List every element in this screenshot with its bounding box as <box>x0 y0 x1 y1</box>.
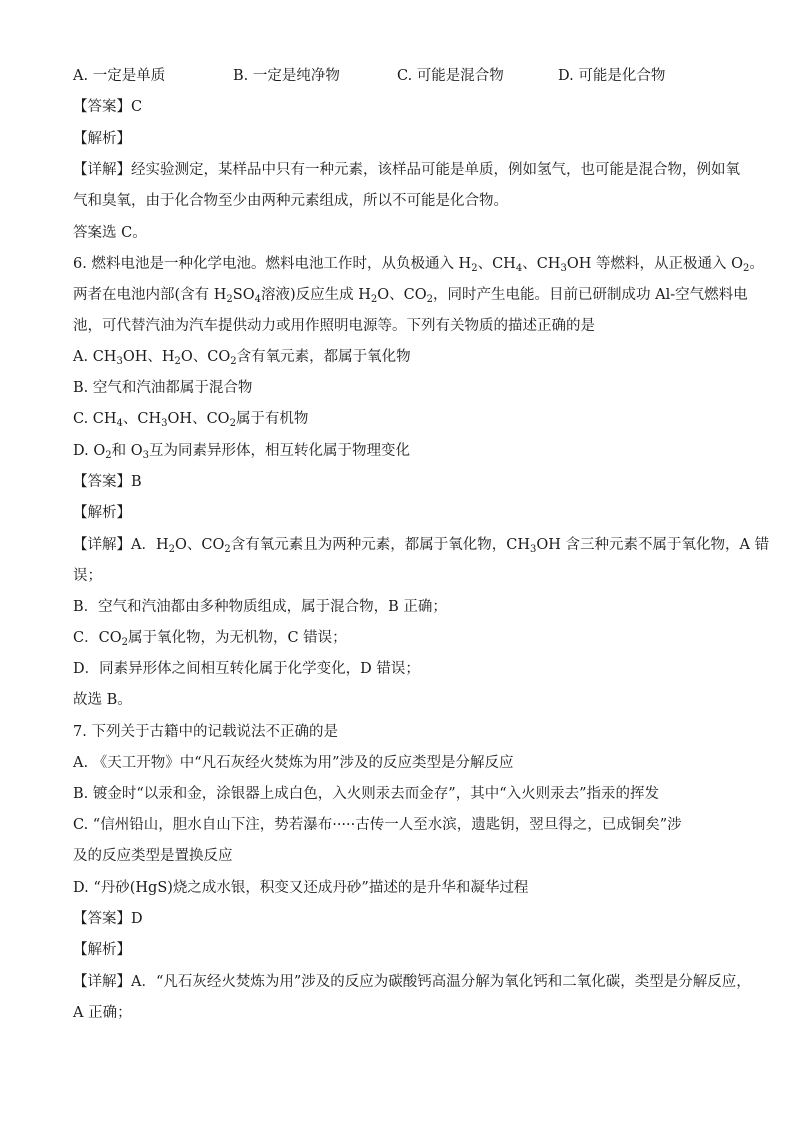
q7-analysis-label: 【解析】 <box>73 942 131 958</box>
q5-conclusion: 答案选 C。 <box>73 225 147 241</box>
q6-option-b: B. 空气和汽油都属于混合物 <box>73 380 253 396</box>
q7-option-b: B. 镀金时“以汞和金，涂银器上成白色，入火则汞去而金存”，其中“入火则汞去”指汞的挥发 <box>73 786 660 802</box>
q7-option-c-line-2: 及的反应类型是置换反应 <box>73 848 233 864</box>
q7-stem: 7. 下列关于古籍中的记载说法不正确的是 <box>73 724 338 740</box>
q6-detail-line-4: C．$CO_2$属于氧化物，为无机物，C 错误； <box>73 630 347 648</box>
q7-option-d: D. “丹砂(HgS)烧之成水银，积变又还成丹砂”描述的是升华和凝华过程 <box>73 880 529 896</box>
q6-answer: 【答案】B <box>73 474 142 490</box>
q6-detail-line-3: B．空气和汽油都由多种物质组成，属于混合物，B 正确； <box>73 599 447 615</box>
q6-detail-line-5: D．同素异形体之间相互转化属于化学变化，D 错误； <box>73 661 420 677</box>
q6-option-a: A. $CH_3OH$、$H_2O$、$CO_2$含有氧元素，都属于氧化物 <box>73 349 411 367</box>
q5-answer: 【答案】C <box>73 99 143 115</box>
q6-option-c: C. $CH_4$、$CH_3OH$、$CO_2$属于有机物 <box>73 411 309 429</box>
q6-detail-line-2: 误； <box>73 568 102 584</box>
q6-stem-line-1: 6. 燃料电池是一种化学电池。燃料电池工作时，从负极通入 $H_2$、$CH_4$、$CH_3OH$ 等燃料，从正极通入 $O_2$。 <box>73 256 764 274</box>
q5-option-c: C. 可能是混合物 <box>397 68 504 84</box>
q5-detail-line-2: 气和臭氧，由于化合物至少由两种元素组成，所以不可能是化合物。 <box>73 193 508 209</box>
q5-option-b: B. 一定是纯净物 <box>233 68 340 84</box>
q5-analysis-label: 【解析】 <box>73 131 131 147</box>
q5-detail-line-1: 【详解】经实验测定，某样品中只有一种元素，该样品可能是单质，例如氢气，也可能是混合物，例如氧 <box>73 162 740 178</box>
q7-detail-line-1: 【详解】A．“凡石灰经火焚炼为用”涉及的反应为碳酸钙高温分解为氧化钙和二氧化碳，类型是分解反应， <box>73 974 751 990</box>
q6-stem-line-2: 两者在电池内部(含有 $H_2SO_4$溶液)反应生成 $H_2O$、$CO_2$，同时产生电能。目前已研制成功 Al-空气燃料电 <box>73 287 748 305</box>
q5-option-a: A. 一定是单质 <box>73 68 166 84</box>
q6-conclusion: 故选 B。 <box>73 692 132 708</box>
q6-detail-line-1: 【详解】A．$H_2O$、$CO_2$含有氧元素且为两种元素，都属于氧化物，$CH_3OH$ 含三种元素不属于氧化物，A 错 <box>73 537 770 555</box>
q7-option-a: A. 《天工开物》中“凡石灰经火焚炼为用”涉及的反应类型是分解反应 <box>73 755 514 771</box>
q6-option-d: D. $O_2$和 $O_3$互为同素异形体，相互转化属于物理变化 <box>73 443 410 461</box>
q6-stem-line-3: 池，可代替汽油为汽车提供动力或用作照明电源等。下列有关物质的描述正确的是 <box>73 318 595 334</box>
q7-option-c-line-1: C. “信州铅山，胆水自山下注，势若瀑布·····古传一人至水滨，遗匙钥，翌旦得之，已成铜矣”涉 <box>73 817 682 833</box>
q6-analysis-label: 【解析】 <box>73 505 131 521</box>
q7-answer: 【答案】D <box>73 911 143 927</box>
q5-option-d: D. 可能是化合物 <box>558 68 666 84</box>
q7-detail-line-2: A 正确； <box>73 1005 132 1021</box>
